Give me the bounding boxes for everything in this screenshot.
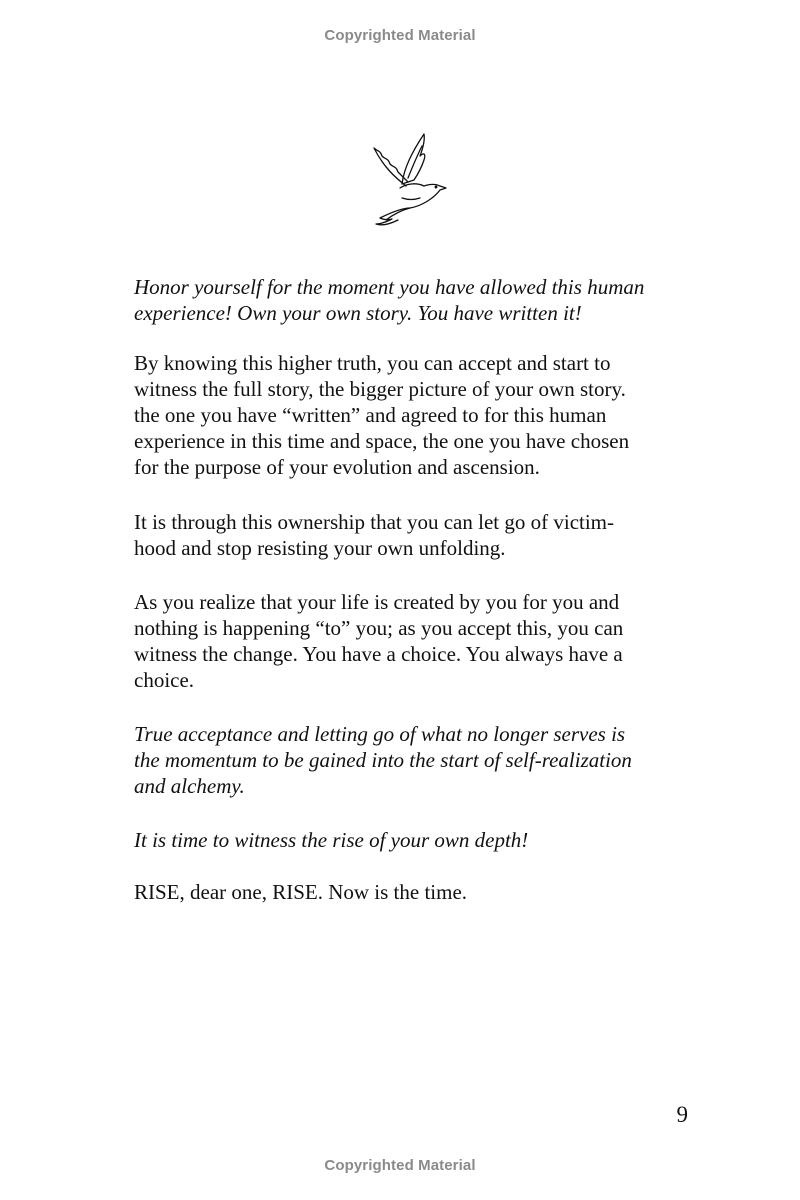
text-line: It is through this ownership that you can let go of victim-	[134, 510, 615, 534]
text-line: the one you have “written” and agreed to for this human	[134, 403, 607, 427]
text-line: True acceptance and letting go of what no longer serves is	[134, 722, 626, 746]
text-line: It is time to witness the rise of your own depth!	[134, 828, 529, 852]
text-line: experience in this time and space, the one you have chosen	[134, 429, 630, 453]
text-line: witness the change. You have a choice. You always have a	[134, 642, 623, 666]
copyright-watermark-bottom: Copyrighted Material	[324, 1157, 476, 1174]
text-line: for the purpose of your evolution and ascension.	[134, 455, 540, 479]
text-line: experience! Own your own story. You have written it!	[134, 301, 582, 325]
higher-truth-paragraph	[134, 350, 694, 480]
text-line: RISE, dear one, RISE. Now is the time.	[134, 880, 468, 904]
text-line: the momentum to be gained into the start of self-realization	[134, 748, 632, 772]
choice-paragraph	[134, 589, 694, 693]
intro-italic-paragraph	[134, 274, 694, 326]
text-line: and alchemy.	[134, 774, 245, 798]
witness-italic-paragraph	[134, 827, 694, 853]
text-line: choice.	[134, 668, 195, 692]
text-line: As you realize that your life is created by you for you and	[134, 590, 620, 614]
rise-paragraph	[134, 879, 694, 905]
ownership-paragraph	[134, 509, 694, 561]
text-line: hood and stop resisting your own unfolding.	[134, 536, 506, 560]
text-line: witness the full story, the bigger picture of your own story.	[134, 377, 626, 401]
dove-icon	[362, 128, 452, 228]
acceptance-italic-paragraph	[134, 721, 694, 799]
page-number: 9	[676, 1102, 688, 1127]
text-line: nothing is happening “to” you; as you accept this, you can	[134, 616, 624, 640]
text-line: By knowing this higher truth, you can accept and start to	[134, 351, 611, 375]
copyright-watermark-top: Copyrighted Material	[324, 27, 476, 44]
text-line: Honor yourself for the moment you have allowed this human	[134, 275, 645, 299]
